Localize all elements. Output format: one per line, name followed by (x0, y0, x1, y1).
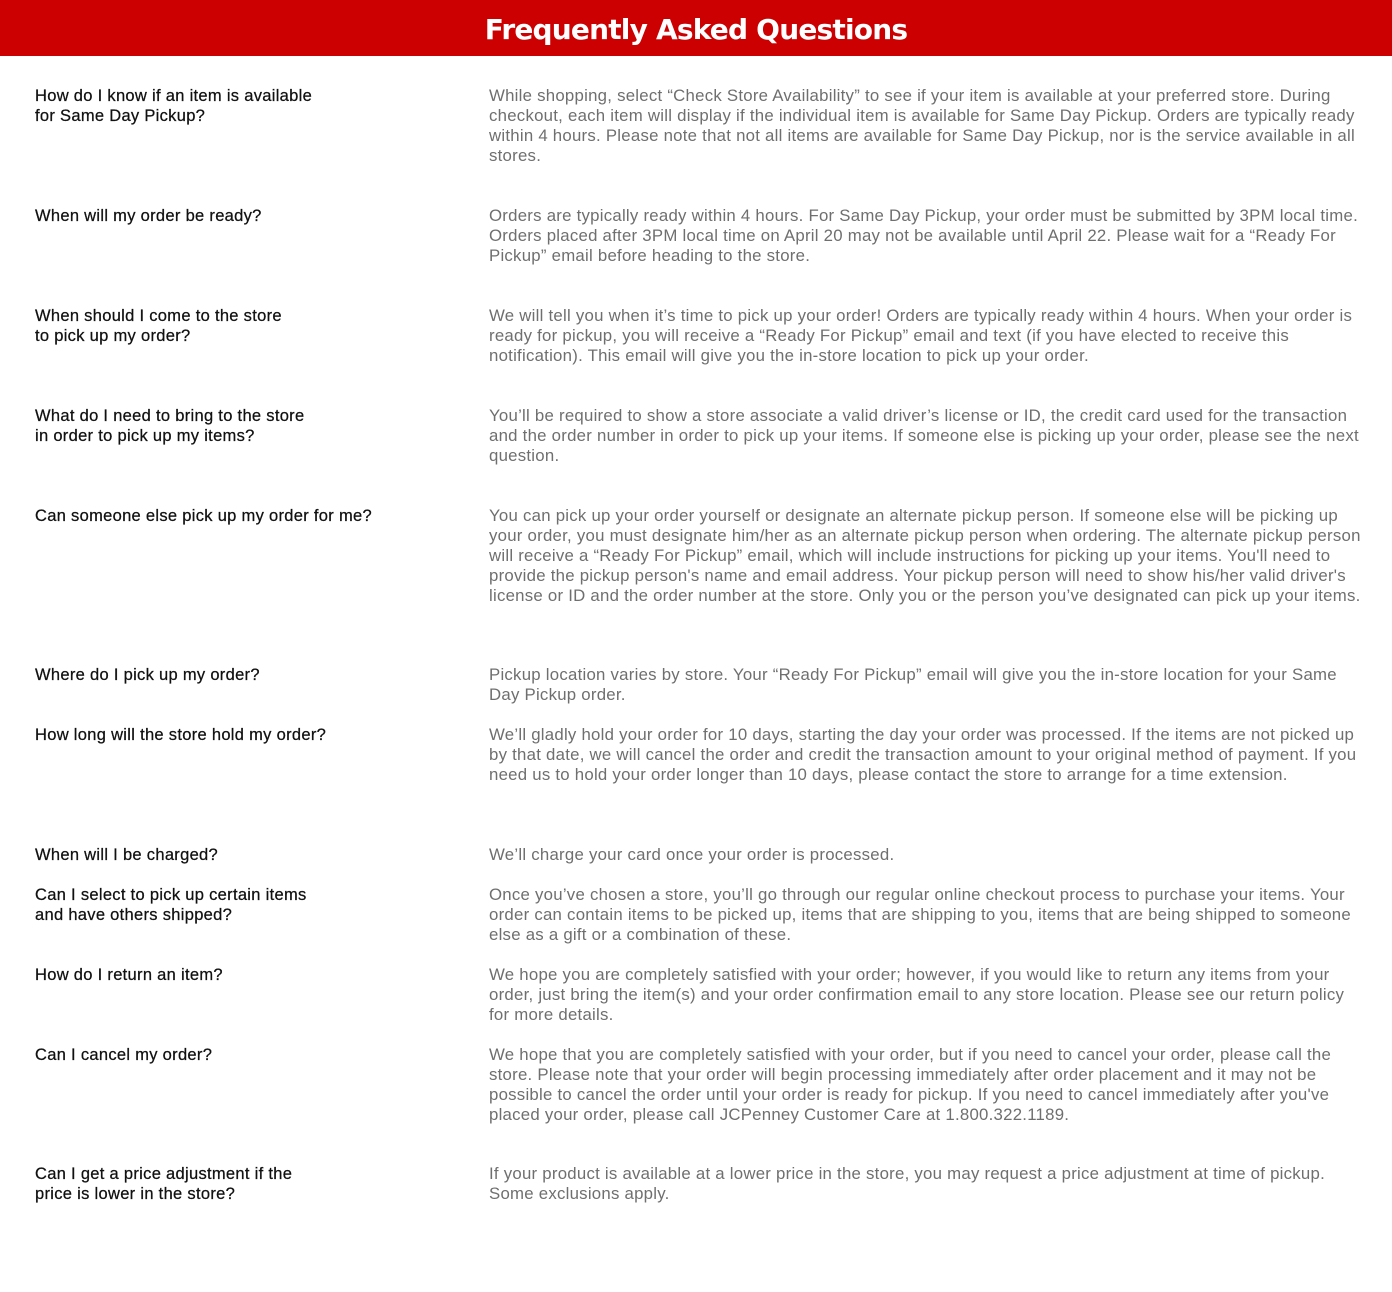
faq-answer: We’ll charge your card once your order is processed. (489, 845, 895, 864)
faq-question: How do I return an item? (35, 966, 223, 984)
faq-answer: Orders are typically ready within 4 hours. For Same Day Pickup, your order must be submitted by 3PM local time. Orders placed after 3PM local time on April 20 may not be available until April 22. Please wait for a “Ready For Pickup” email before heading to the store. (489, 206, 1359, 265)
faq-question: When will I be charged? (35, 846, 218, 864)
faq-answer: If your product is available at a lower price in the store, you may request a price adjustment at time of pickup. Some exclusions apply. (489, 1164, 1326, 1203)
faq-question: How do I know if an item is available for Same Day Pickup? (35, 87, 313, 125)
faq-answer: We will tell you when it’s time to pick up your order! Orders are typically ready within 4 hours. When your order is ready for pickup, you will receive a “Ready For Pickup” email and text (if you have elected to receive this notification). This email will give you the in-store location to pick up your order. (489, 306, 1353, 365)
faq-answer: You’ll be required to show a store associate a valid driver’s license or ID, the credit card used for the transaction and the order number in order to pick up your items. If someone else is picking up your order, please see the next question. (489, 406, 1359, 465)
faq-answer: We’ll gladly hold your order for 10 days, starting the day your order was processed. If the items are not picked up by that date, we will cancel the order and credit the transaction amount to your original method of payment. If you need us to hold your order longer than 10 days, please contact the store to arrange for a time extension. (489, 725, 1357, 784)
faq-answer: While shopping, select “Check Store Availability” to see if your item is available at your preferred store. During checkout, each item will display if the individual item is available for Same Day Pickup. Orders are typically ready within 4 hours. Please note that not all items are available for Same Day Pickup, nor is the service available in all stores. (489, 86, 1355, 165)
faq-question: Can someone else pick up my order for me? (35, 507, 372, 525)
faq-question: What do I need to bring to the store in order to pick up my items? (35, 407, 305, 445)
faq-question: When should I come to the store to pick up my order? (35, 307, 282, 345)
faq-answer: We hope that you are completely satisfied with your order, but if you need to cancel your order, please call the store. Please note that your order will begin processing immediately after order placement and it may not be possible to cancel the order until your order is ready for pickup. If you need to cancel immediately after you've placed your order, please call JCPenney Customer Care at 1.800.322.1189. (489, 1045, 1332, 1124)
faq-question: How long will the store hold my order? (35, 726, 327, 744)
page-title: Frequently Asked Questions (484, 12, 908, 46)
faq-question: Where do I pick up my order? (35, 666, 260, 684)
faq-question: When will my order be ready? (35, 207, 262, 225)
faq-question: Can I cancel my order? (35, 1046, 213, 1064)
faq-answer: We hope you are completely satisfied with your order; however, if you would like to return any items from your order, just bring the item(s) and your order confirmation email to any store location. Please see our return policy for more details. (489, 965, 1345, 1024)
faq-answer: You can pick up your order yourself or designate an alternate pickup person. If someone else will be picking up your order, you must designate him/her as an alternate pickup person when ordering. The alternate pickup person will receive a “Ready For Pickup” email, which will include instructions for picking up your items. You'll need to provide the pickup person's name and email address. Your pickup person will need to show his/her valid driver's license or ID and the order number at the store. Only you or the person you’ve designated can pick up your items. (489, 506, 1361, 605)
faq-answer: Once you’ve chosen a store, you’ll go through our regular online checkout process to purchase your items. Your order can contain items to be picked up, items that are shipping to you, items that are being shipped to someone else as a gift or a combination of these. (489, 885, 1351, 944)
faq-question: Can I get a price adjustment if the price is lower in the store? (35, 1165, 293, 1203)
faq-question: Can I select to pick up certain items and have others shipped? (35, 886, 307, 924)
faq-answer: Pickup location varies by store. Your “Ready For Pickup” email will give you the in-store location for your Same Day Pickup order. (489, 665, 1337, 704)
